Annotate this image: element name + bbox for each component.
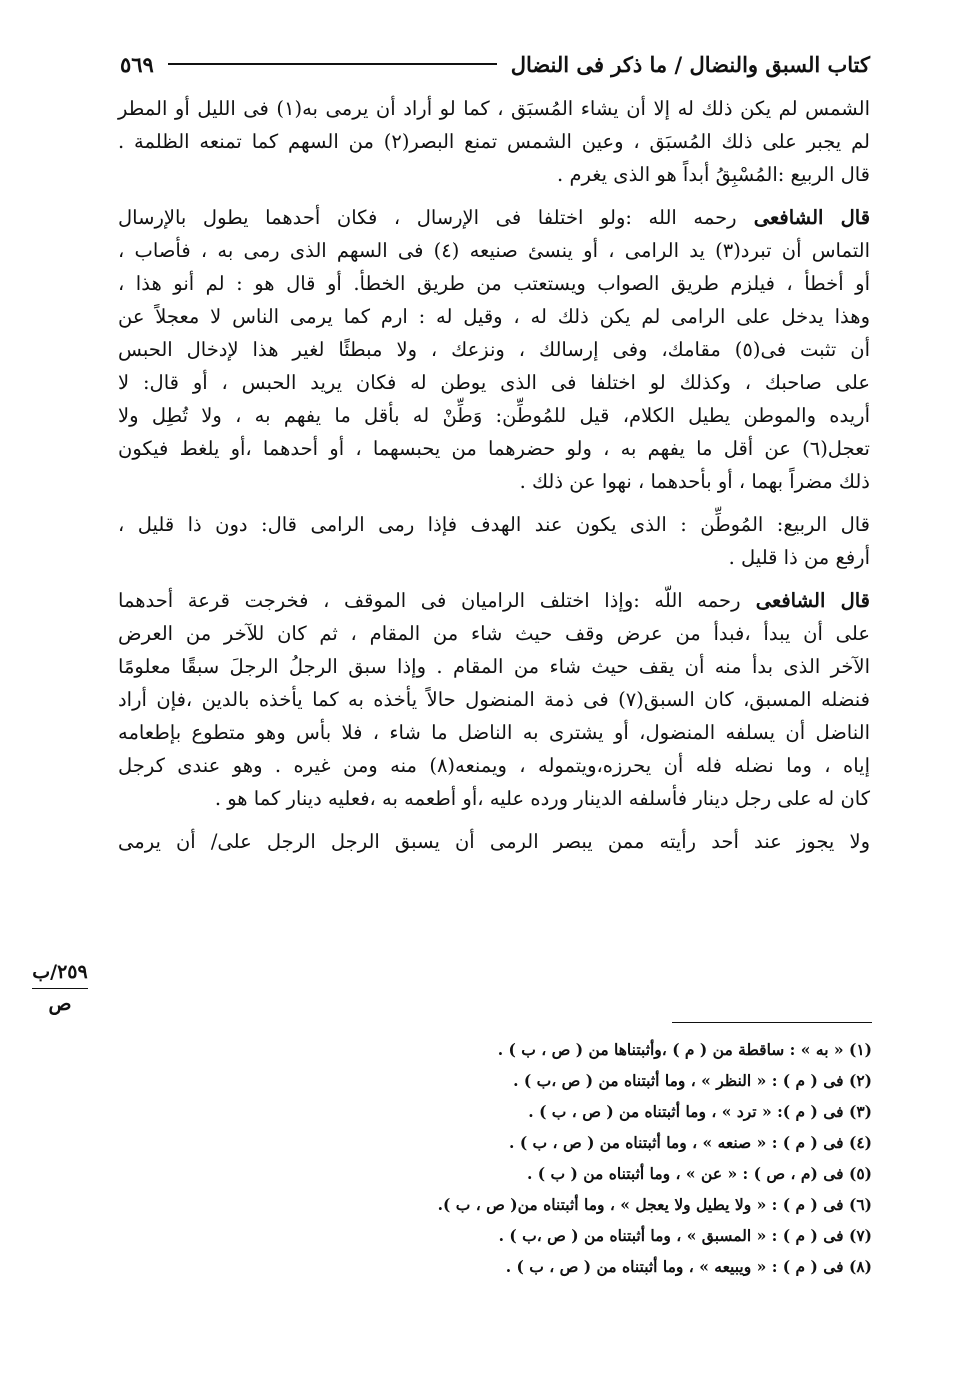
margin-note-divider <box>32 988 88 989</box>
speaker-label: قال الشافعى <box>740 589 871 612</box>
speaker-label: قال الشافعى <box>736 206 871 229</box>
text-line <box>118 333 870 366</box>
line-text: الناضل أن يسلفه المنضول، أو يشترى به الناضل ما شاء ، فلا بأس وهو متطوع بإطعامه <box>118 721 870 744</box>
line-text: أو أخطأ ، فيلزم طريق الصواب ويستعتب من طريق الخطأ. أو قال هو : لم أنو هذا ، <box>118 272 870 295</box>
body-text <box>118 92 870 858</box>
line-text: أن تثبت فى(٥) مقامك، وفى إرسالك ، ونزعك ، ولا مبطئًا لغير هذا لإدخال الحبس <box>118 338 870 361</box>
footnote: (٥) فى (م ، ص ) : « عن » ، وما أثبتناه من ( ب ) . <box>527 1164 872 1183</box>
text-line <box>118 267 870 300</box>
text-line <box>118 158 870 191</box>
text-line <box>118 749 870 782</box>
line-text: إياه ، وما نضله فله أن يحرزه،ويتموله ، ويمنعه(٨) منه ومن غيره . وهو عندى كرجل <box>118 754 871 777</box>
footnote: (٣) فى ( م ): « ترد » ، وما أثبتناه من ( ص ، ب ) . <box>528 1102 872 1121</box>
line-text: ذلك مضراً بهما ، أو بأحدهما ، نهوا عن ذلك . <box>519 470 870 493</box>
line-text: فنضله المسبق، كان السبق(٧) فى ذمة المنضول حالاً يأخذه به كما يأخذه بالدين ،فإن أراد <box>118 688 870 711</box>
text-line <box>118 300 870 333</box>
text-line <box>118 825 870 858</box>
text-line <box>118 234 870 267</box>
text-line <box>118 432 870 465</box>
line-text: أرفع من ذا قليل . <box>728 546 870 569</box>
line-text: كان له على رجل دينار فأسلفه الدينار ورده عليه ،أو أطعمه به ،فعليه دينار كما هو . <box>214 787 870 810</box>
text-line <box>118 508 870 541</box>
footnote: (٨) فى ( م ) : « ويبيعه » ، وما أثبتناه من ( ص ، ب ) . <box>505 1257 872 1276</box>
line-text: التماس أن تبرد(٣) يد الرامى ، أو ينسئ صنيعه (٤) فى السهم الذى رمى به ، فأصاب ، <box>118 239 870 262</box>
footnote: (٢) فى ( م ) : « النظر » ، وما أثبتناه من ( ص ،ب ) . <box>513 1071 872 1090</box>
line-text: على أن يبدأ ،فبدأ من عرض وقف حيث شاء من المقام ، ثم كان للآخر من العرض <box>118 622 870 645</box>
margin-folio-note <box>28 960 92 1015</box>
text-line <box>118 716 870 749</box>
line-text: على صاحبك ، وكذلك لو اختلفا فى الذى يوطن له فكان يريد الحبس ، أو قال: لا <box>118 371 870 394</box>
line-text: لم يجبر على ذلك المُسبَق ، وعين الشمس تمنع البصر(٢) من السهم كما تمنعه الظلمة . <box>118 130 870 153</box>
text-line <box>118 92 870 125</box>
text-line <box>118 366 870 399</box>
line-text: قال الربيع: المُوطِّن : الذى يكون عند الهدف فإذا رمى الرامى قال: دون ذا قليل ، <box>118 513 870 536</box>
header-rule <box>168 63 497 65</box>
text-line <box>118 125 870 158</box>
line-text: قال الربيع :المُسْبِقُ أبداً هو الذى يغرم . <box>557 163 870 186</box>
text-line <box>118 683 870 716</box>
line-text: وهذا يدخل على الرامى لم يكن ذلك له ، وقيل له : ارم كما يرمى الناس لا معجلاً عن <box>118 305 870 328</box>
footnote: (٧) فى ( م ) : « المسبق » ، وما أثبتناه من ( ص ،ب ) . <box>498 1226 872 1245</box>
text-line <box>118 541 870 574</box>
line-text: ولا يجوز عند أحد رأيته ممن يبصر الرمى أن يسبق الرجل الرجل على/ أن يرمى <box>118 830 870 853</box>
text-line <box>118 782 870 815</box>
footnote: (٤) فى ( م ) : « صنعه » ، وما أثبتناه من ( ص ، ب ) . <box>509 1133 872 1152</box>
footnote: (١) « به » : ساقطة من ( م ) ،وأثبتناها من ( ص ، ب ) . <box>497 1040 872 1059</box>
running-header <box>120 44 870 84</box>
text-line <box>118 465 870 498</box>
text-line <box>118 650 870 683</box>
line-text: رحمه الله :ولو اختلفا فى الإرسال ، فكان أحدهما يطول بالإرسال <box>118 206 737 229</box>
line-text: تعجل(٦) عن أقل ما يفهم به ، ولو حضرهما من يحبسهما ، أو أحدهما ،أو يلغط فيكون <box>118 437 870 460</box>
footnotes <box>380 1034 872 1282</box>
text-line <box>118 399 870 432</box>
line-text: أريده والموطن يطيل الكلام، قيل للمُوطِّن: وَطِّنْ له بأقل ما يفهم به ، ولا تُطِل ولا <box>118 404 870 427</box>
margin-note-top: ٢٥٩/ب <box>32 961 88 983</box>
header-title: كتاب السبق والنضال / ما ذكر فى النضال <box>510 51 870 77</box>
line-text: الآخر الذى بدأ منه أن يقف حيث شاء من المقام . وإذا سبق الرجلُ الرجلَ سبقًا معلومًا <box>118 655 870 678</box>
text-line <box>118 584 870 617</box>
text-line <box>118 617 870 650</box>
margin-note-bottom: ص <box>48 993 72 1015</box>
page-number: ٥٦٩ <box>120 51 154 77</box>
line-text: رحمه اللّه :وإذا اختلف الراميان فى الموقف ، فخرجت قرعة أحدهما <box>118 589 741 612</box>
footnote-separator <box>672 1022 872 1023</box>
footnote: (٦) فى ( م ) : « ولا يطيل ولا يعجل » ، وما أثبتناه من( ص ، ب ). <box>437 1195 872 1214</box>
text-line <box>118 201 870 234</box>
line-text: الشمس لم يكن ذلك له إلا أن يشاء المُسبَق ، كما لو أراد أن يرمى به(١) فى الليل أو المطر <box>118 97 870 120</box>
